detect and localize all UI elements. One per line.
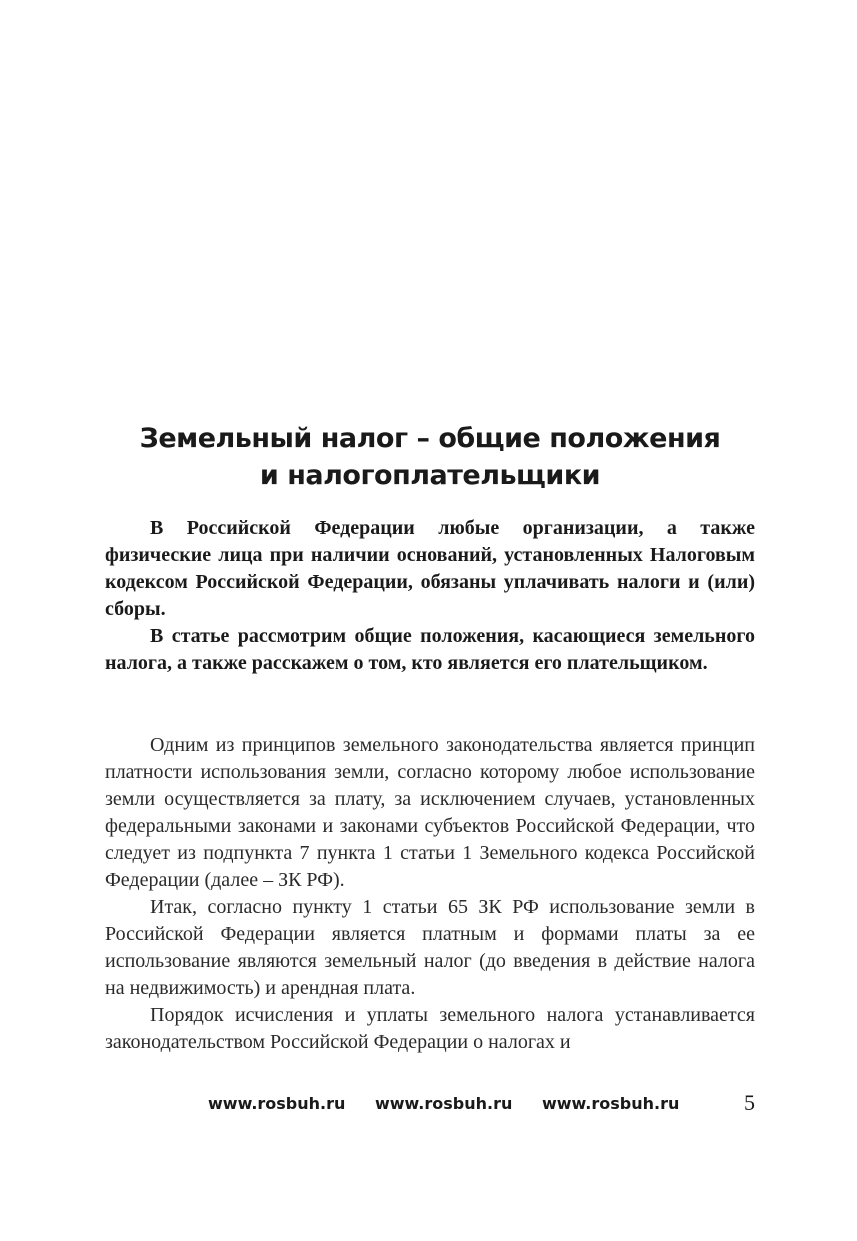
footer-links bbox=[208, 1094, 703, 1113]
page-footer bbox=[105, 1090, 755, 1120]
lead-paragraph-1: В Российской Федерации любые организации, а также физические лица при наличии оснований, установленных Налоговым кодексом Российской Федерации, обязаны уплачивать налоги и (или) сборы. bbox=[105, 517, 755, 620]
lead-paragraph-2: В статье рассмотрим общие положения, касающиеся земельного налога, а также расскажем о том, кто является его плательщиком. bbox=[105, 625, 755, 674]
lead-section bbox=[105, 515, 755, 677]
footer-link[interactable]: www.rosbuh.ru bbox=[541, 1094, 680, 1113]
body-paragraph-3: Порядок исчисления и уплаты земельного налога устанавливается законодательством Российской Федерации о налогах и bbox=[105, 1004, 755, 1053]
article-title bbox=[105, 420, 755, 494]
body-paragraph-1: Одним из принципов земельного законодательства является принцип платности использования земли, согласно которому любое использование земли осуществляется за плату, за исключением случаев, установленных федеральными законами и законами субъектов Российской Федерации, что следует из подпункта 7 пункта 1 статьи 1 Земельного кодекса Российской Федерации (далее – ЗК РФ). bbox=[105, 734, 755, 891]
article-title-line-1: Земельный налог – общие положения bbox=[139, 423, 721, 454]
footer-link[interactable]: www.rosbuh.ru bbox=[374, 1094, 513, 1113]
article-title-line-2: и налогоплательщики bbox=[259, 460, 601, 491]
body-section bbox=[105, 732, 755, 1056]
body-paragraph-2: Итак, согласно пункту 1 статьи 65 ЗК РФ использование земли в Российской Федерации является платным и формами платы за ее использование являются земельный налог (до введения в действие налога на недвижимость) и арендная плата. bbox=[105, 896, 755, 999]
footer-link[interactable]: www.rosbuh.ru bbox=[208, 1094, 346, 1113]
page-number: 5 bbox=[744, 1090, 755, 1115]
